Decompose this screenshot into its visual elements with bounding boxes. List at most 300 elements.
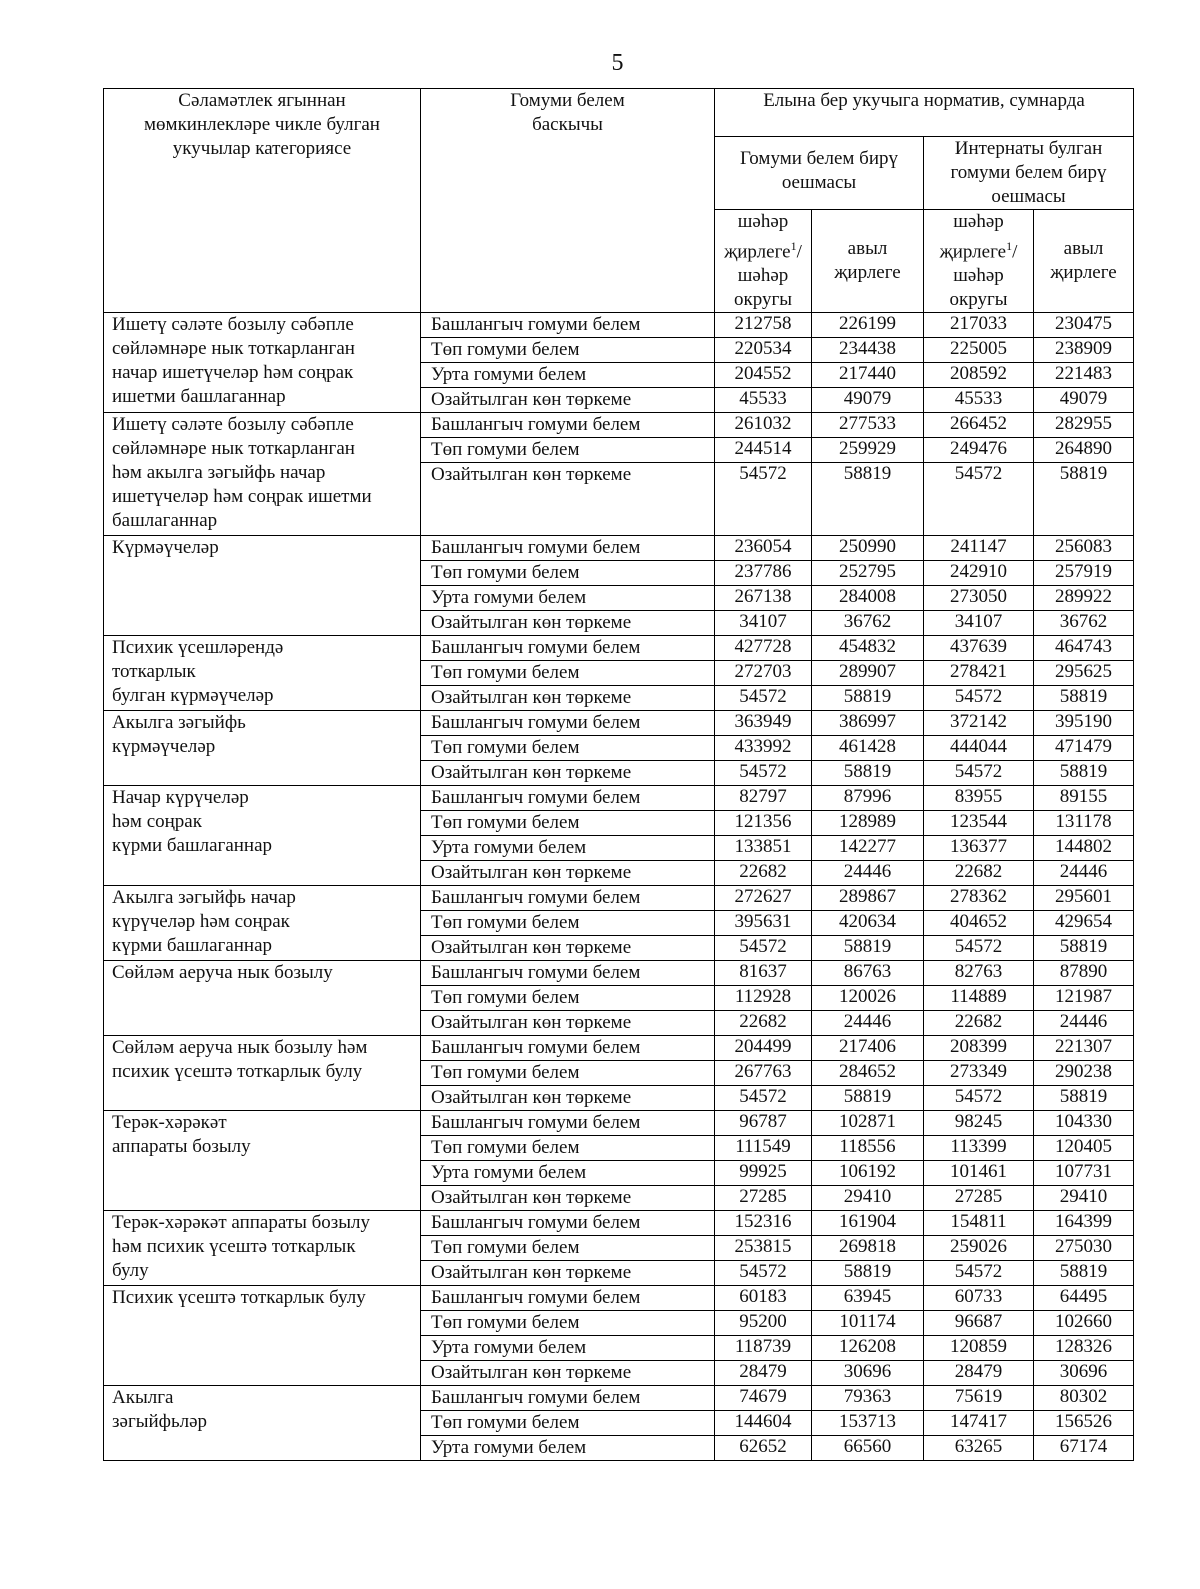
value-boarding-rural: 120405 [1034, 1136, 1134, 1161]
stage-cell: Башлангыч гомуми белем [421, 1036, 715, 1061]
value-boarding-urban: 273349 [924, 1061, 1034, 1086]
stage-cell: Башлангыч гомуми белем [421, 413, 715, 438]
value-general-urban: 54572 [715, 761, 812, 786]
urban-line3: шәһәр [953, 265, 1004, 287]
value-general-rural: 106192 [812, 1161, 924, 1186]
category-line: Акылга зәгыйфь начар [112, 887, 296, 909]
header-normative [715, 89, 1134, 137]
value-boarding-urban: 75619 [924, 1386, 1034, 1411]
value-general-urban: 121356 [715, 811, 812, 836]
value-general-urban: 244514 [715, 438, 812, 463]
value-general-rural: 284008 [812, 586, 924, 611]
stage-cell: Озайтылган көн төркеме [421, 611, 715, 636]
table-row [104, 1211, 1134, 1236]
value-general-urban: 267763 [715, 1061, 812, 1086]
value-general-urban: 220534 [715, 338, 812, 363]
value-boarding-rural: 121987 [1034, 986, 1134, 1011]
value-general-urban: 212758 [715, 313, 812, 338]
stage-cell: Озайтылган көн төркеме [421, 463, 715, 536]
value-boarding-rural: 264890 [1034, 438, 1134, 463]
stage-cell: Урта гомуми белем [421, 1436, 715, 1461]
value-general-urban: 144604 [715, 1411, 812, 1436]
value-general-urban: 62652 [715, 1436, 812, 1461]
value-general-urban: 28479 [715, 1361, 812, 1386]
value-boarding-urban: 114889 [924, 986, 1034, 1011]
value-general-rural: 58819 [812, 761, 924, 786]
value-boarding-urban: 54572 [924, 463, 1034, 536]
value-general-urban: 118739 [715, 1336, 812, 1361]
value-general-urban: 27285 [715, 1186, 812, 1211]
table-row [104, 711, 1134, 736]
value-boarding-urban: 437639 [924, 636, 1034, 661]
value-boarding-urban: 98245 [924, 1111, 1034, 1136]
category-line: булган күрмәүчеләр [112, 685, 274, 707]
stage-cell: Башлангыч гомуми белем [421, 886, 715, 911]
header-rural-general [812, 210, 924, 313]
value-boarding-rural: 58819 [1034, 761, 1134, 786]
value-boarding-rural: 67174 [1034, 1436, 1134, 1461]
value-boarding-urban: 22682 [924, 1011, 1034, 1036]
value-boarding-urban: 225005 [924, 338, 1034, 363]
stage-cell: Төп гомуми белем [421, 811, 715, 836]
stage-cell: Төп гомуми белем [421, 736, 715, 761]
value-boarding-urban: 154811 [924, 1211, 1034, 1236]
category-cell [104, 886, 421, 961]
rural-line2: җирлеге [1050, 262, 1117, 284]
value-boarding-urban: 278421 [924, 661, 1034, 686]
value-boarding-rural: 289922 [1034, 586, 1134, 611]
value-boarding-rural: 30696 [1034, 1361, 1134, 1386]
stage-cell: Башлангыч гомуми белем [421, 1111, 715, 1136]
stage-cell: Башлангыч гомуми белем [421, 1211, 715, 1236]
value-general-urban: 267138 [715, 586, 812, 611]
value-general-rural: 101174 [812, 1311, 924, 1336]
header-general-school [715, 137, 924, 210]
stage-cell: Озайтылган көн төркеме [421, 388, 715, 413]
value-general-rural: 142277 [812, 836, 924, 861]
value-general-urban: 45533 [715, 388, 812, 413]
table-row [104, 886, 1134, 911]
stage-cell: Башлангыч гомуми белем [421, 636, 715, 661]
value-boarding-urban: 208592 [924, 363, 1034, 388]
stage-cell: Башлангыч гомуми белем [421, 961, 715, 986]
value-general-rural: 30696 [812, 1361, 924, 1386]
category-cell [104, 413, 421, 536]
stage-cell: Озайтылган көн төркеме [421, 1086, 715, 1111]
rural-line2: җирлеге [834, 262, 901, 284]
value-general-rural: 161904 [812, 1211, 924, 1236]
header-category-text: Сәламәтлек ягыннан мөмкинлекләре чикле булган укучылар категориясе [144, 90, 380, 159]
urban-footnote-mark: 1 [1006, 239, 1013, 253]
stage-cell: Озайтылган көн төркеме [421, 936, 715, 961]
value-general-urban: 261032 [715, 413, 812, 438]
value-boarding-rural: 282955 [1034, 413, 1134, 438]
value-boarding-rural: 24446 [1034, 861, 1134, 886]
category-line: ишетүчеләр һәм соңрак ишетми [112, 486, 372, 508]
stage-cell: Озайтылган көн төркеме [421, 761, 715, 786]
category-line: ишетми башлаганнар [112, 386, 286, 408]
category-line: Акылга зәгыйфь [112, 712, 246, 734]
value-boarding-urban: 404652 [924, 911, 1034, 936]
value-boarding-rural: 36762 [1034, 611, 1134, 636]
value-boarding-rural: 131178 [1034, 811, 1134, 836]
urban-line2: җирлеге [724, 241, 791, 263]
value-boarding-rural: 221307 [1034, 1036, 1134, 1061]
value-boarding-urban: 273050 [924, 586, 1034, 611]
value-general-rural: 217440 [812, 363, 924, 388]
table-row [104, 786, 1134, 811]
category-line: Акылга [112, 1387, 174, 1409]
stage-cell: Төп гомуми белем [421, 338, 715, 363]
value-general-rural: 250990 [812, 536, 924, 561]
value-boarding-urban: 27285 [924, 1186, 1034, 1211]
value-general-rural: 58819 [812, 1086, 924, 1111]
value-general-urban: 133851 [715, 836, 812, 861]
value-boarding-urban: 136377 [924, 836, 1034, 861]
value-general-rural: 58819 [812, 1261, 924, 1286]
value-general-rural: 29410 [812, 1186, 924, 1211]
value-boarding-urban: 372142 [924, 711, 1034, 736]
value-general-urban: 60183 [715, 1286, 812, 1311]
category-line: сөйләмнәре нык тоткарланган [112, 438, 355, 460]
category-line: һәм психик үсештә тоткарлык [112, 1236, 356, 1258]
value-boarding-urban: 113399 [924, 1136, 1034, 1161]
value-general-rural: 269818 [812, 1236, 924, 1261]
category-line: Ишетү сәләте бозылу сәбәпле [112, 414, 354, 436]
category-cell [104, 1111, 421, 1211]
category-line: күрмәүчеләр [112, 736, 216, 758]
value-general-urban: 363949 [715, 711, 812, 736]
value-boarding-rural: 80302 [1034, 1386, 1134, 1411]
category-line: Психик үсешләрендә [112, 637, 284, 659]
category-line: сөйләмнәре нык тоткарланган [112, 338, 355, 360]
category-line: Терәк-хәрәкәт [112, 1112, 227, 1134]
header-stage-text: Гомуми белем баскычы [510, 90, 625, 135]
value-boarding-rural: 128326 [1034, 1336, 1134, 1361]
value-boarding-rural: 221483 [1034, 363, 1134, 388]
header-urban-general [715, 210, 812, 313]
category-line: башлаганнар [112, 510, 218, 532]
value-boarding-urban: 101461 [924, 1161, 1034, 1186]
value-general-urban: 433992 [715, 736, 812, 761]
value-boarding-rural: 87890 [1034, 961, 1134, 986]
value-boarding-rural: 230475 [1034, 313, 1134, 338]
value-general-urban: 54572 [715, 686, 812, 711]
table-row [104, 413, 1134, 438]
stage-cell: Озайтылган көн төркеме [421, 1186, 715, 1211]
value-boarding-rural: 238909 [1034, 338, 1134, 363]
value-boarding-rural: 58819 [1034, 1086, 1134, 1111]
value-general-urban: 81637 [715, 961, 812, 986]
urban-line3: шәһәр [737, 265, 789, 287]
stage-cell: Башлангыч гомуми белем [421, 313, 715, 338]
value-general-rural: 420634 [812, 911, 924, 936]
value-boarding-urban: 45533 [924, 388, 1034, 413]
table-row [104, 1036, 1134, 1061]
category-cell [104, 1211, 421, 1286]
stage-cell: Урта гомуми белем [421, 836, 715, 861]
value-boarding-urban: 54572 [924, 1086, 1034, 1111]
value-boarding-rural: 164399 [1034, 1211, 1134, 1236]
urban-footnote-mark: 1 [790, 239, 797, 253]
value-boarding-urban: 278362 [924, 886, 1034, 911]
value-boarding-rural: 429654 [1034, 911, 1134, 936]
category-line: Сөйләм аеруча нык бозылу һәм [112, 1037, 368, 1059]
value-general-rural: 289907 [812, 661, 924, 686]
value-general-rural: 277533 [812, 413, 924, 438]
value-general-rural: 24446 [812, 861, 924, 886]
stage-cell: Озайтылган көн төркеме [421, 1261, 715, 1286]
value-general-urban: 253815 [715, 1236, 812, 1261]
value-general-rural: 58819 [812, 463, 924, 536]
stage-cell: Төп гомуми белем [421, 438, 715, 463]
category-cell [104, 313, 421, 413]
value-general-urban: 99925 [715, 1161, 812, 1186]
category-cell [104, 1386, 421, 1461]
value-general-rural: 126208 [812, 1336, 924, 1361]
header-boarding-school [924, 137, 1134, 210]
table-row [104, 1286, 1134, 1311]
value-general-urban: 54572 [715, 463, 812, 536]
page-number: 5 [611, 50, 624, 76]
category-line: тоткарлык [112, 661, 196, 683]
value-boarding-rural: 295625 [1034, 661, 1134, 686]
stage-cell: Башлангыч гомуми белем [421, 536, 715, 561]
stage-cell: Озайтылган көн төркеме [421, 861, 715, 886]
category-cell [104, 786, 421, 886]
category-line: Начар күрүчеләр [112, 787, 249, 809]
value-boarding-urban: 83955 [924, 786, 1034, 811]
value-boarding-urban: 208399 [924, 1036, 1034, 1061]
stage-cell: Озайтылган көн төркеме [421, 1361, 715, 1386]
value-general-urban: 54572 [715, 1086, 812, 1111]
value-boarding-rural: 156526 [1034, 1411, 1134, 1436]
value-general-urban: 82797 [715, 786, 812, 811]
header-normative-text: Елына бер укучыга норматив, сумнарда [763, 90, 1085, 111]
stage-cell: Төп гомуми белем [421, 1411, 715, 1436]
table-row [104, 636, 1134, 661]
value-boarding-urban: 444044 [924, 736, 1034, 761]
value-general-urban: 74679 [715, 1386, 812, 1411]
value-boarding-rural: 24446 [1034, 1011, 1134, 1036]
value-general-rural: 58819 [812, 686, 924, 711]
value-general-rural: 120026 [812, 986, 924, 1011]
value-general-urban: 427728 [715, 636, 812, 661]
stage-cell: Башлангыч гомуми белем [421, 1286, 715, 1311]
value-boarding-rural: 49079 [1034, 388, 1134, 413]
category-line: Күрмәүчеләр [112, 537, 219, 559]
value-general-urban: 34107 [715, 611, 812, 636]
urban-line1: шәһәр [737, 211, 789, 232]
value-boarding-rural: 395190 [1034, 711, 1134, 736]
value-boarding-urban: 28479 [924, 1361, 1034, 1386]
value-boarding-urban: 60733 [924, 1286, 1034, 1311]
category-line: аппараты бозылу [112, 1136, 251, 1158]
category-line: һәм акылга зәгыйфь начар [112, 462, 326, 484]
category-line: күрми башлаганнар [112, 935, 273, 957]
value-boarding-rural: 290238 [1034, 1061, 1134, 1086]
value-boarding-urban: 63265 [924, 1436, 1034, 1461]
category-cell [104, 636, 421, 711]
value-boarding-urban: 242910 [924, 561, 1034, 586]
stage-cell: Төп гомуми белем [421, 661, 715, 686]
value-boarding-urban: 249476 [924, 438, 1034, 463]
value-boarding-rural: 58819 [1034, 1261, 1134, 1286]
value-general-rural: 86763 [812, 961, 924, 986]
category-line: Психик үсештә тоткарлык булу [112, 1287, 366, 1309]
stage-cell: Төп гомуми белем [421, 1136, 715, 1161]
value-boarding-rural: 58819 [1034, 936, 1134, 961]
value-general-urban: 236054 [715, 536, 812, 561]
value-general-rural: 63945 [812, 1286, 924, 1311]
value-general-urban: 112928 [715, 986, 812, 1011]
value-general-urban: 272627 [715, 886, 812, 911]
category-cell [104, 961, 421, 1036]
category-line: Ишетү сәләте бозылу сәбәпле [112, 314, 354, 336]
stage-cell: Озайтылган көн төркеме [421, 1011, 715, 1036]
value-boarding-urban: 147417 [924, 1411, 1034, 1436]
header-rural-boarding [1034, 210, 1134, 313]
value-boarding-rural: 464743 [1034, 636, 1134, 661]
value-boarding-urban: 217033 [924, 313, 1034, 338]
category-cell [104, 1286, 421, 1386]
value-general-urban: 22682 [715, 1011, 812, 1036]
category-line: зәгыйфьләр [112, 1411, 208, 1433]
value-general-rural: 386997 [812, 711, 924, 736]
value-general-rural: 24446 [812, 1011, 924, 1036]
value-boarding-rural: 29410 [1034, 1186, 1134, 1211]
urban-line1: шәһәр [953, 211, 1004, 232]
category-cell [104, 1036, 421, 1111]
category-line: Сөйләм аеруча нык бозылу [112, 962, 333, 984]
table-row [104, 1111, 1134, 1136]
value-boarding-rural: 64495 [1034, 1286, 1134, 1311]
table-row [104, 1386, 1134, 1411]
value-boarding-urban: 123544 [924, 811, 1034, 836]
value-general-rural: 217406 [812, 1036, 924, 1061]
value-boarding-urban: 82763 [924, 961, 1034, 986]
stage-cell: Урта гомуми белем [421, 363, 715, 388]
stage-cell: Төп гомуми белем [421, 561, 715, 586]
category-line: психик үсештә тоткарлык булу [112, 1061, 363, 1083]
value-general-urban: 204499 [715, 1036, 812, 1061]
category-cell [104, 536, 421, 636]
value-general-urban: 54572 [715, 936, 812, 961]
value-boarding-urban: 96687 [924, 1311, 1034, 1336]
value-boarding-rural: 107731 [1034, 1161, 1134, 1186]
value-boarding-rural: 58819 [1034, 463, 1134, 536]
header-general-school-text: Гомуми белем бирү оешмасы [739, 148, 899, 193]
value-general-urban: 237786 [715, 561, 812, 586]
stage-cell: Башлангыч гомуми белем [421, 711, 715, 736]
header-urban-boarding [924, 210, 1034, 313]
value-general-rural: 102871 [812, 1111, 924, 1136]
value-general-rural: 289867 [812, 886, 924, 911]
value-boarding-urban: 54572 [924, 1261, 1034, 1286]
value-general-urban: 96787 [715, 1111, 812, 1136]
value-general-rural: 226199 [812, 313, 924, 338]
urban-line4: округы [949, 289, 1008, 311]
value-general-urban: 395631 [715, 911, 812, 936]
value-boarding-urban: 54572 [924, 761, 1034, 786]
stage-cell: Урта гомуми белем [421, 1161, 715, 1186]
category-line: булу [112, 1260, 149, 1282]
stage-cell: Башлангыч гомуми белем [421, 1386, 715, 1411]
stage-cell: Урта гомуми белем [421, 586, 715, 611]
value-general-rural: 79363 [812, 1386, 924, 1411]
value-boarding-rural: 144802 [1034, 836, 1134, 861]
value-general-urban: 272703 [715, 661, 812, 686]
urban-slash: / [1012, 241, 1018, 263]
value-general-rural: 58819 [812, 936, 924, 961]
value-general-rural: 461428 [812, 736, 924, 761]
value-general-rural: 118556 [812, 1136, 924, 1161]
value-general-rural: 252795 [812, 561, 924, 586]
value-boarding-rural: 104330 [1034, 1111, 1134, 1136]
value-general-rural: 153713 [812, 1411, 924, 1436]
value-boarding-rural: 295601 [1034, 886, 1134, 911]
value-boarding-rural: 256083 [1034, 536, 1134, 561]
value-general-rural: 454832 [812, 636, 924, 661]
rural-line1: авыл [847, 238, 888, 260]
value-general-rural: 36762 [812, 611, 924, 636]
value-boarding-urban: 259026 [924, 1236, 1034, 1261]
stage-cell: Төп гомуми белем [421, 986, 715, 1011]
table-row [104, 961, 1134, 986]
value-general-urban: 22682 [715, 861, 812, 886]
value-boarding-rural: 102660 [1034, 1311, 1134, 1336]
urban-slash: / [796, 241, 802, 263]
value-boarding-rural: 471479 [1034, 736, 1134, 761]
table-row [104, 536, 1134, 561]
value-general-rural: 284652 [812, 1061, 924, 1086]
value-general-urban: 152316 [715, 1211, 812, 1236]
urban-line2: җирлеге [939, 241, 1007, 263]
category-cell [104, 711, 421, 786]
header-category [104, 89, 421, 313]
value-general-rural: 128989 [812, 811, 924, 836]
stage-cell: Төп гомуми белем [421, 1236, 715, 1261]
header-stage [421, 89, 715, 313]
value-boarding-rural: 89155 [1034, 786, 1134, 811]
value-general-rural: 49079 [812, 388, 924, 413]
category-line: күрүчеләр һәм соңрак [112, 911, 290, 933]
value-general-urban: 95200 [715, 1311, 812, 1336]
value-boarding-urban: 120859 [924, 1336, 1034, 1361]
value-general-rural: 66560 [812, 1436, 924, 1461]
stage-cell: Төп гомуми белем [421, 1311, 715, 1336]
value-general-urban: 111549 [715, 1136, 812, 1161]
value-boarding-rural: 275030 [1034, 1236, 1134, 1261]
value-boarding-rural: 257919 [1034, 561, 1134, 586]
value-boarding-urban: 54572 [924, 936, 1034, 961]
stage-cell: Урта гомуми белем [421, 1336, 715, 1361]
value-boarding-urban: 22682 [924, 861, 1034, 886]
value-boarding-urban: 34107 [924, 611, 1034, 636]
norms-table [103, 88, 1134, 1461]
value-boarding-urban: 241147 [924, 536, 1034, 561]
value-general-rural: 87996 [812, 786, 924, 811]
category-line: күрми башлаганнар [112, 835, 273, 857]
stage-cell: Төп гомуми белем [421, 911, 715, 936]
urban-line4: округы [733, 289, 793, 311]
header-boarding-school-text: Интернаты булган гомуми белем бирү оешмасы [950, 138, 1107, 207]
rural-line1: авыл [1063, 238, 1104, 260]
value-general-rural: 259929 [812, 438, 924, 463]
table-body [104, 313, 1134, 1461]
value-general-urban: 54572 [715, 1261, 812, 1286]
stage-cell: Башлангыч гомуми белем [421, 786, 715, 811]
